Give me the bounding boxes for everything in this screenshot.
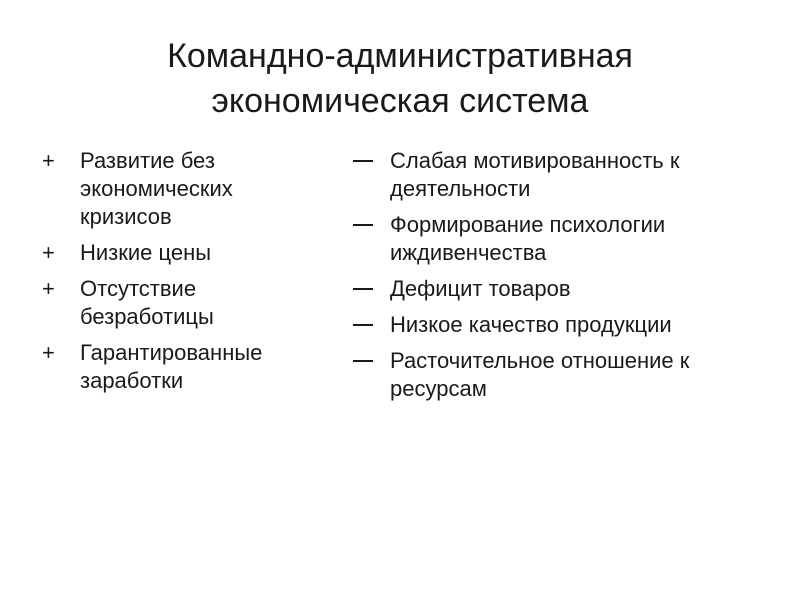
advantage-text-line: Отсутствие	[80, 276, 197, 301]
advantage-text-4	[80, 340, 262, 393]
dash-bullet	[353, 224, 373, 226]
advantage-item-2	[42, 239, 342, 267]
disadvantage-item-3	[353, 275, 773, 303]
disadvantage-text-line: Формирование психологии	[390, 212, 666, 237]
dash-bullet	[353, 360, 373, 362]
disadvantage-text-2	[390, 212, 665, 265]
disadvantage-text-3: Дефицит товаров	[390, 276, 571, 301]
plus-bullet: +	[42, 148, 55, 173]
dash-bullet	[353, 288, 373, 290]
disadvantages-list	[353, 147, 773, 411]
disadvantage-text-line: Слабая мотивированность к	[390, 148, 680, 173]
advantage-item-1	[42, 147, 342, 231]
disadvantage-item-5	[353, 347, 773, 403]
slide-title	[0, 34, 800, 124]
advantage-text-line: Развитие без	[80, 148, 215, 173]
advantage-item-4	[42, 339, 342, 395]
disadvantage-text-line: иждивенчества	[390, 240, 547, 265]
advantage-text-1	[80, 148, 233, 229]
advantage-text-line: безработицы	[80, 304, 214, 329]
disadvantage-text-line: ресурсам	[390, 376, 487, 401]
advantages-list	[42, 147, 342, 403]
advantage-text-line: Гарантированные	[80, 340, 263, 365]
slide-title-line-2: экономическая система	[211, 82, 589, 120]
plus-bullet: +	[42, 340, 55, 365]
disadvantage-text-line: Расточительное отношение к	[390, 348, 690, 373]
dash-bullet	[353, 160, 373, 162]
plus-bullet: +	[42, 276, 55, 301]
plus-bullet: +	[42, 240, 55, 265]
dash-bullet	[353, 324, 373, 326]
disadvantage-text-4: Низкое качество продукции	[390, 312, 672, 337]
advantage-text-line: заработки	[80, 368, 184, 393]
advantage-text-2: Низкие цены	[80, 240, 212, 265]
disadvantage-item-1	[353, 147, 773, 203]
advantage-text-line: экономических	[80, 176, 233, 201]
slide-title-line-1: Командно-административная	[167, 37, 633, 75]
disadvantage-item-4	[353, 311, 773, 339]
disadvantage-text-line: деятельности	[390, 176, 531, 201]
disadvantage-text-1	[390, 148, 680, 201]
advantage-text-line: кризисов	[80, 204, 172, 229]
advantage-text-3	[80, 276, 214, 329]
disadvantage-text-5	[390, 348, 689, 401]
disadvantage-item-2	[353, 211, 773, 267]
advantage-item-3	[42, 275, 342, 331]
